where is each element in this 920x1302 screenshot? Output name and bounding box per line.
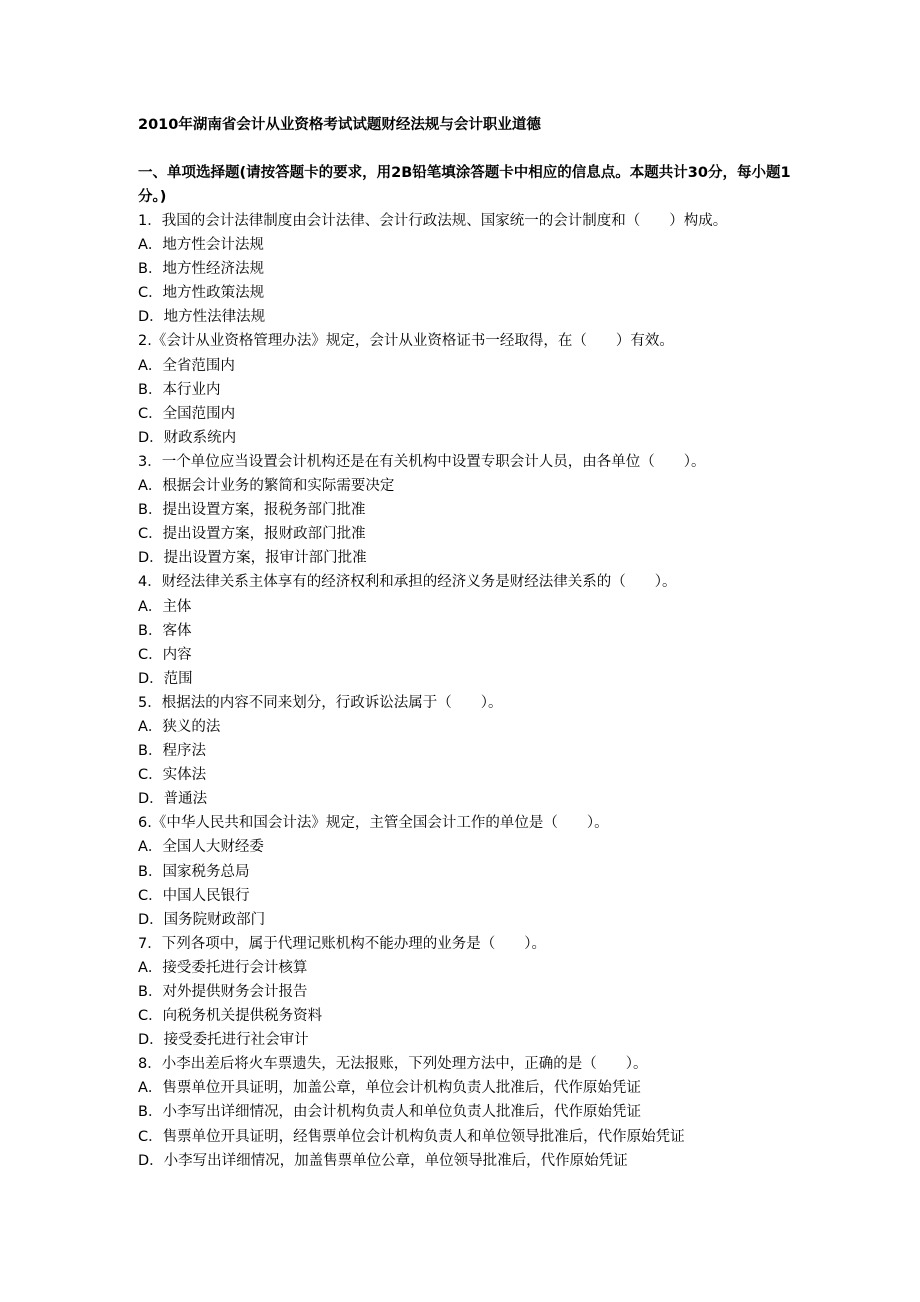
question-block <box>138 450 798 570</box>
question-stem: 5．根据法的内容不同来划分，行政诉讼法属于（ ）。 <box>138 694 503 711</box>
answer-option: A．接受委托进行会计核算 <box>138 959 308 976</box>
section-heading: 一、单项选择题(请按答题卡的要求，用2B铅笔填涂答题卡中相应的信息点。本题共计30分，每小题1分。) <box>138 165 791 205</box>
answer-option: A．全国人大财经委 <box>138 839 264 856</box>
answer-option: D．范围 <box>138 670 193 687</box>
question-block <box>138 1052 798 1172</box>
question-stem: 2.《会计从业资格管理办法》规定，会计从业资格证书一经取得，在（ ）有效。 <box>138 333 674 350</box>
answer-option: C．中国人民银行 <box>138 887 250 904</box>
question-stem: 8．小李出差后将火车票遗失，无法报账，下列处理方法中，正确的是（ ）。 <box>138 1056 648 1073</box>
question-block <box>138 932 798 1052</box>
question-stem: 1．我国的会计法律制度由会计法律、会计行政法规、国家统一的会计制度和（ ）构成。 <box>138 213 728 229</box>
answer-option: B．本行业内 <box>138 381 221 398</box>
answer-option: B．地方性经济法规 <box>138 261 264 278</box>
answer-option: D．地方性法律法规 <box>138 309 266 326</box>
answer-option: D．提出设置方案，报审计部门批准 <box>138 550 367 567</box>
answer-option: B．提出设置方案，报税务部门批准 <box>138 502 366 519</box>
answer-option: B．对外提供财务会计报告 <box>138 984 308 1000</box>
answer-option: C．向税务机关提供税务资料 <box>138 1008 323 1025</box>
answer-option: C．地方性政策法规 <box>138 285 265 302</box>
answer-option: A．地方性会计法规 <box>138 237 264 254</box>
question-block <box>138 209 798 329</box>
answer-option: C．全国范围内 <box>138 405 236 422</box>
answer-option: D．国务院财政部门 <box>138 911 266 928</box>
answer-option: B．小李写出详细情况，由会计机构负责人和单位负责人批准后，代作原始凭证 <box>138 1104 641 1121</box>
question-stem: 7．下列各项中，属于代理记账机构不能办理的业务是（ ）。 <box>138 935 546 952</box>
answer-option: C．提出设置方案，报财政部门批准 <box>138 526 366 543</box>
answer-option: A．根据会计业务的繁简和实际需要决定 <box>138 478 395 495</box>
answer-option: A．售票单位开具证明，加盖公章，单位会计机构负责人批准后，代作原始凭证 <box>138 1080 641 1097</box>
answer-option: C．实体法 <box>138 767 207 784</box>
answer-option: A．全省范围内 <box>138 357 235 374</box>
document-content <box>138 113 798 1173</box>
answer-option: B．国家税务总局 <box>138 863 250 880</box>
answer-option: D．接受委托进行社会审计 <box>138 1032 309 1049</box>
answer-option: A．狭义的法 <box>138 718 221 735</box>
question-block <box>138 329 798 449</box>
answer-option: D．财政系统内 <box>138 429 237 446</box>
question-stem: 4．财经法律关系主体享有的经济权利和承担的经济义务是财经法律关系的（ ）。 <box>138 574 677 591</box>
answer-option: A．主体 <box>138 598 192 615</box>
question-block <box>138 691 798 811</box>
question-block <box>138 811 798 931</box>
answer-option: B．客体 <box>138 622 192 639</box>
question-stem: 3．一个单位应当设置会计机构还是在有关机构中设置专职会计人员，由各单位（ ）。 <box>138 453 706 470</box>
answer-option: D．普通法 <box>138 791 208 808</box>
answer-option: C．内容 <box>138 646 192 663</box>
answer-option: B．程序法 <box>138 743 206 760</box>
question-list <box>138 209 798 1173</box>
question-block <box>138 570 798 690</box>
question-stem: 6.《中华人民共和国会计法》规定，主管全国会计工作的单位是（ ）。 <box>138 815 609 832</box>
answer-option: C．售票单位开具证明，经售票单位会计机构负责人和单位领导批准后，代作原始凭证 <box>138 1128 685 1145</box>
answer-option: D．小李写出详细情况，加盖售票单位公章，单位领导批准后，代作原始凭证 <box>138 1152 628 1169</box>
document-title: 2010年湖南省会计从业资格考试试题财经法规与会计职业道德 <box>138 117 541 133</box>
